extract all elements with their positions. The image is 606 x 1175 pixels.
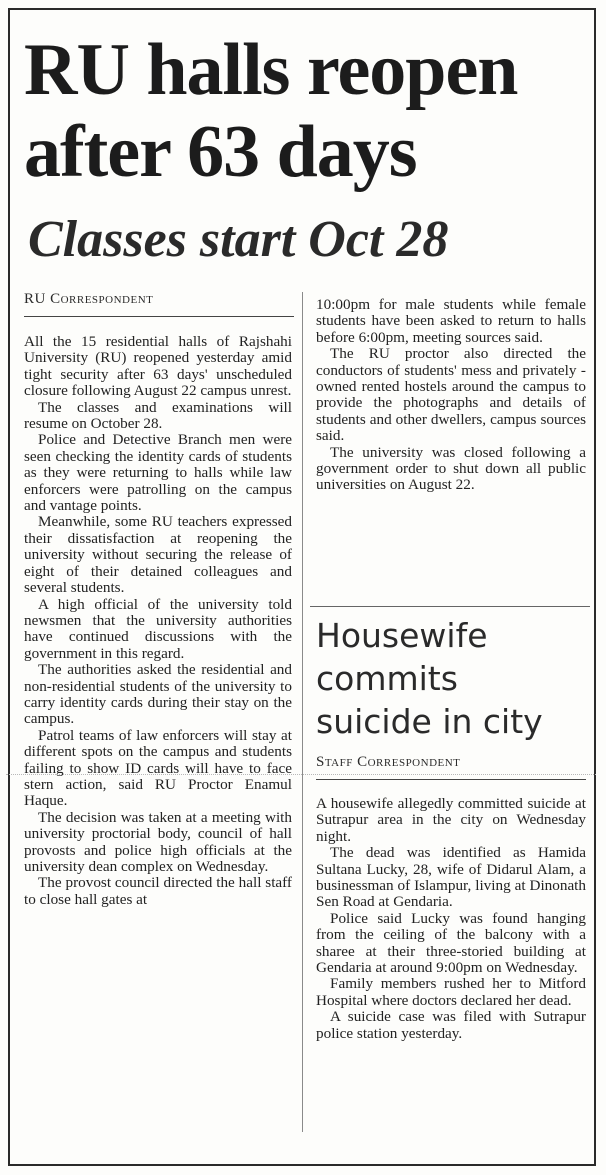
story2-paragraph: A housewife allegedly committed suicide at Sutrapur area in the city on Wednesday night. [316, 795, 586, 845]
scan-artifact-line [6, 774, 596, 775]
story1-paragraph: The classes and examinations will resume on October 28. [24, 398, 292, 433]
story2-headline-line-3: suicide in city [316, 702, 543, 741]
story1-paragraph: Patrol teams of law enforcers will stay at different spots on the campus and students failing to show ID cards will have to face stern action, said RU Proctor Enamul Haque. [24, 726, 292, 810]
story2-column [316, 796, 586, 1042]
story1-paragraph: The decision was taken at a meeting with university proctorial body, council of hall provosts and police high officials at the university dean complex on Wednesday. [24, 808, 292, 875]
story2-byline: Staff Correspondent [316, 754, 461, 770]
story1-paragraph: The RU proctor also directed the conductors of students' mess and privately -owned rented hostels around the campus to provide the photographs and details of students and other dwellers, campus sources said. [316, 345, 586, 445]
story1-paragraph: The authorities asked the residential and non-residential students of the university to carry identity cards during their stay on the campus. [24, 661, 292, 728]
headline-line-2: after 63 days [24, 111, 417, 193]
story1-paragraph: The university was closed following a government order to shut down all public universities on August 22. [316, 443, 586, 494]
column-divider [302, 292, 303, 1132]
story2-paragraph: The dead was identified as Hamida Sultana Lucky, 28, wife of Didarul Alam, a businessman of Islampur, living at Dinonath Sen Road at Gendaria. [316, 844, 586, 911]
story1-paragraph: 10:00pm for male students while female students have been asked to return to halls before 6:00pm, meeting sources said. [316, 296, 586, 346]
story1-column-2 [316, 297, 586, 494]
story2-paragraph: Family members rushed her to Mitford Hospital where doctors declared her dead. [316, 975, 586, 1009]
story1-byline-rule [24, 316, 294, 317]
story2-paragraph: A suicide case was filed with Sutrapur police station yesterday. [316, 1008, 586, 1042]
story1-paragraph: Meanwhile, some RU teachers expressed their dissatisfaction at reopening the university without securing the release of eight of their detained colleagues and several students. [24, 513, 292, 597]
story1-paragraph: Police and Detective Branch men were seen checking the identity cards of students as they were returning to halls while law enforcers were patrolling on the campus and vantage points. [24, 431, 292, 515]
story2-paragraph: Police said Lucky was found hanging from the ceiling of the balcony with a sharee at their three-storied building at Gendaria at around 9:00pm on Wednesday. [316, 909, 586, 977]
story1-byline: RU Correspondent [24, 291, 154, 307]
subheadline: Classes start Oct 28 [28, 211, 449, 268]
story2-headline-line-1: Housewife [316, 616, 488, 655]
story2-headline-line-2: commits [316, 659, 458, 698]
story2-top-rule [310, 606, 590, 607]
story1-paragraph: A high official of the university told newsmen that the university authorities have continued discussions with the government in this regard. [24, 595, 292, 662]
story1-paragraph: All the 15 residential halls of Rajshahi University (RU) reopened yesterday amid tight security after 63 days' unscheduled closure following August 22 campus unrest. [24, 333, 292, 400]
story1-column-1 [24, 334, 292, 908]
headline-line-1: RU halls reopen [24, 29, 518, 111]
story2-byline-rule [316, 779, 586, 780]
story1-paragraph: The provost council directed the hall staff to close hall gates at [24, 874, 292, 908]
